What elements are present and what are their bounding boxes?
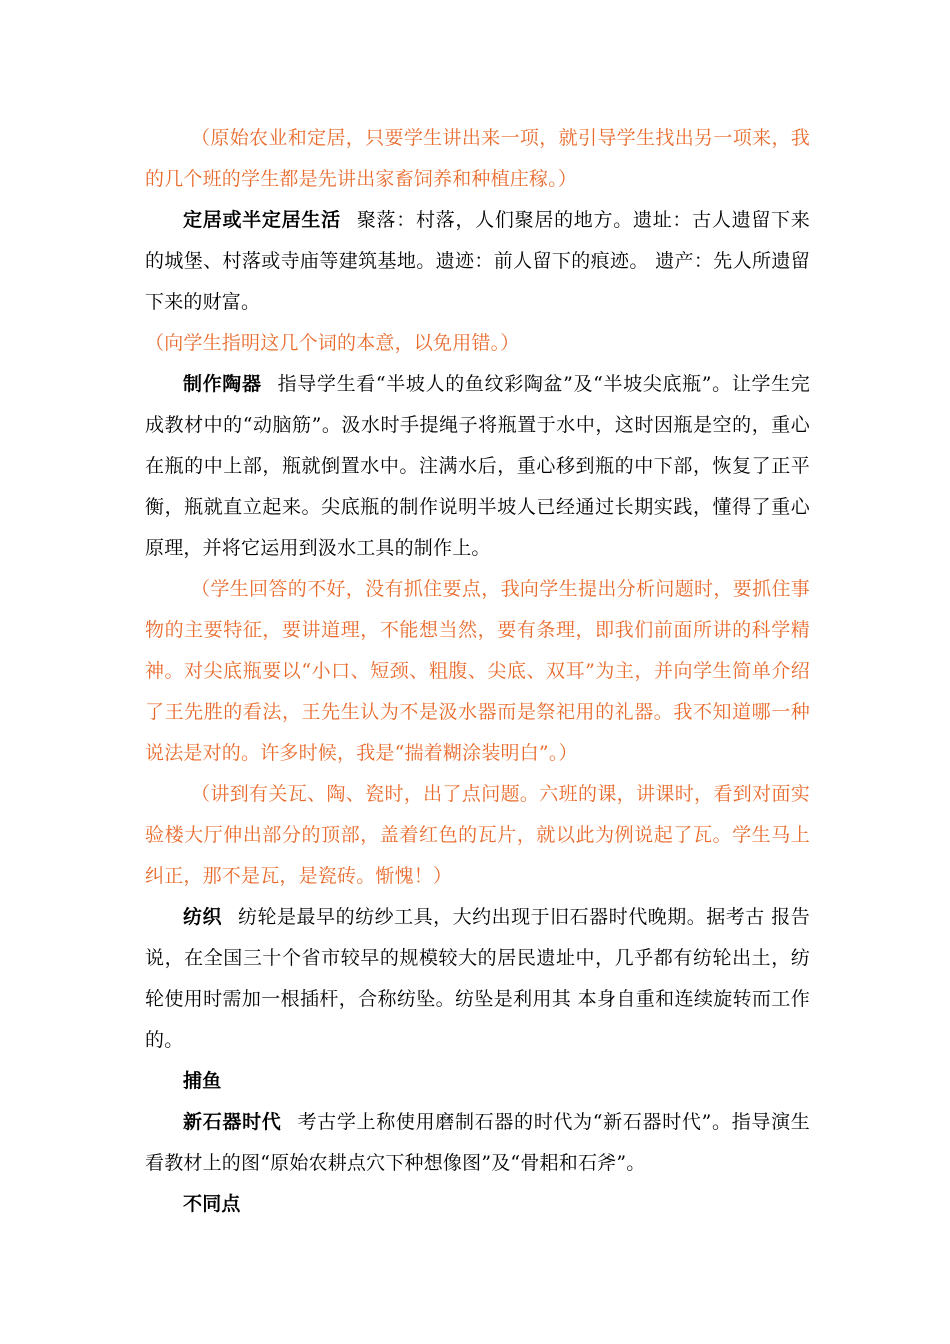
paragraph-settlement [145, 200, 810, 323]
paragraph-weaving-text: 纺轮是最早的纺纱工具，大约出现于旧石器时代晚期。据考古 报告说，在全国三十个省市较早的规模较大的居民遗址中，几乎都有纺轮出土，纺轮使用时需加一根插杆，合称纺坠。纺坠是利用其 本身自重和连续旋转而工作的。 [145, 906, 811, 1051]
paragraph-weaving [145, 897, 810, 1061]
paragraph-pottery [145, 364, 810, 569]
document-body [145, 118, 810, 1225]
term-neolithic: 新石器时代 [183, 1111, 282, 1133]
teacher-note-word-meaning: （向学生指明这几个词的本意，以免用错。） [145, 332, 520, 354]
paragraph-neolithic [145, 1102, 810, 1184]
term-pottery: 制作陶器 [183, 373, 262, 395]
teacher-note-agriculture: （原始农业和定居，只要学生讲出来一项，就引导学生找出另一项来，我的几个班的学生都是先讲出家畜饲养和种植庄稼。） [145, 127, 810, 190]
term-weaving: 纺织 [183, 906, 223, 928]
teacher-note-pointed-bottle: （学生回答的不好，没有抓住要点，我向学生提出分析问题时，要抓住事物的主要特征，要讲道理，不能想当然，要有条理，即我们前面所讲的科学精神。对尖底瓶要以“小口、短颈、粗腹、尖底、双耳”为主，并向学生简单介绍了王先胜的看法，王先生认为不是汲水器而是祭祀用的礼器。我不知道哪一种说法是对的。许多时候，我是“揣着糊涂装明白”。） [145, 578, 810, 764]
paragraph-neolithic-text: 考古学上称使用磨制石器的时代为“新石器时代”。指导演生看教材上的图“原始农耕点穴下种想像图”及“骨耜和石斧”。 [145, 1111, 810, 1174]
heading-differences: 不同点 [183, 1193, 241, 1215]
paragraph-pottery-text: 指导学生看“半坡人的鱼纹彩陶盆”及“半坡尖底瓶”。让学生完成教材中的“动脑筋”。汲水时手提绳子将瓶置于水中，这时因瓶是空的，重心在瓶的中上部，瓶就倒置水中。注满水后，重心移到瓶的中下部，恢复了正平衡，瓶就直立起来。尖底瓶的制作说明半坡人已经通过长期实践，懂得了重心原理，并将它运用到汲水工具的制作上。 [145, 373, 810, 559]
teacher-note-tiles: （讲到有关瓦、陶、瓷时，出了点问题。六班的课，讲课时，看到对面实验楼大厅伸出部分的顶部，盖着红色的瓦片，就以此为例说起了瓦。学生马上纠正，那不是瓦，是瓷砖。惭愧！） [145, 783, 810, 887]
term-settlement: 定居或半定居生活 [183, 209, 341, 231]
heading-fishing: 捕鱼 [183, 1070, 222, 1092]
paragraph-settlement-text: 聚落：村落，人们聚居的地方。遗址：古人遗留下来的城堡、村落或寺庙等建筑基地。遗迹：前人留下的痕迹。 遗产：先人所遗留下来的财富。 [145, 209, 810, 313]
